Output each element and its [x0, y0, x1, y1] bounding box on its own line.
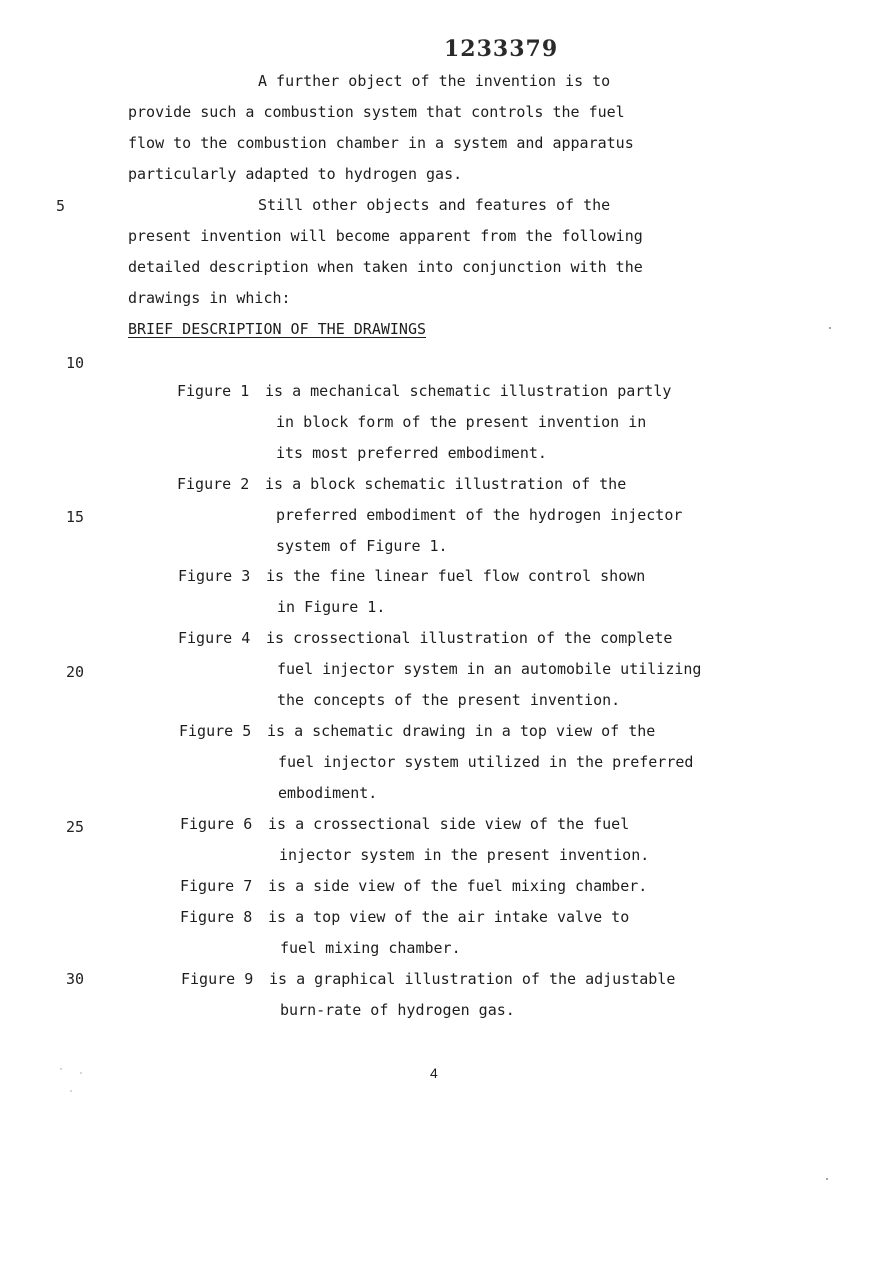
- figure-4-line-1: is crossectional illustration of the complete: [266, 629, 673, 647]
- figure-3-line-2: in Figure 1.: [277, 598, 386, 616]
- figure-9-label: Figure 9: [181, 970, 254, 988]
- paragraph-2-line-4: drawings in which:: [128, 289, 291, 307]
- margin-line-number-5: 5: [56, 197, 66, 215]
- figure-5-line-3: embodiment.: [278, 784, 378, 802]
- figure-7-label: Figure 7: [180, 877, 253, 895]
- margin-line-number-15: 15: [66, 508, 85, 526]
- figure-5-line-2: fuel injector system utilized in the preferred: [278, 753, 694, 771]
- figure-4-line-3: the concepts of the present invention.: [277, 691, 621, 709]
- figure-9-line-2: burn-rate of hydrogen gas.: [280, 1001, 515, 1019]
- scan-speck: [70, 1090, 72, 1092]
- page-number: 4: [430, 1065, 438, 1081]
- document-number: 1233379: [444, 36, 559, 62]
- paragraph-1-line-4: particularly adapted to hydrogen gas.: [128, 165, 463, 183]
- paragraph-1-line-2: provide such a combustion system that controls the fuel: [128, 103, 625, 121]
- figure-6-label: Figure 6: [180, 815, 253, 833]
- margin-line-number-20: 20: [66, 663, 85, 681]
- figure-5-label: Figure 5: [179, 722, 252, 740]
- figure-3-line-1: is the fine linear fuel flow control shown: [266, 567, 646, 585]
- figure-1-line-2: in block form of the present invention in: [276, 413, 647, 431]
- figure-2-line-3: system of Figure 1.: [276, 537, 448, 555]
- paragraph-1-line-3: flow to the combustion chamber in a system and apparatus: [128, 134, 634, 152]
- figure-8-line-2: fuel mixing chamber.: [280, 939, 461, 957]
- figure-2-line-1: is a block schematic illustration of the: [265, 475, 627, 493]
- figure-4-label: Figure 4: [178, 629, 251, 647]
- figure-9-line-1: is a graphical illustration of the adjustable: [269, 970, 676, 988]
- scan-speck: [829, 327, 831, 329]
- paragraph-2-line-3: detailed description when taken into conjunction with the: [128, 258, 643, 276]
- figure-8-label: Figure 8: [180, 908, 253, 926]
- figure-1-line-1: is a mechanical schematic illustration partly: [265, 382, 672, 400]
- figure-1-label: Figure 1: [177, 382, 250, 400]
- paragraph-2-line-2: present invention will become apparent from the following: [128, 227, 643, 245]
- paragraph-1-line-1: A further object of the invention is to: [258, 72, 611, 90]
- section-heading: BRIEF DESCRIPTION OF THE DRAWINGS: [128, 320, 427, 338]
- figure-5-line-1: is a schematic drawing in a top view of the: [267, 722, 656, 740]
- paragraph-2-line-1: Still other objects and features of the: [258, 196, 611, 214]
- figure-8-line-1: is a top view of the air intake valve to: [268, 908, 630, 926]
- figure-6-line-1: is a crossectional side view of the fuel: [268, 815, 630, 833]
- figure-7-line-1: is a side view of the fuel mixing chamber.: [268, 877, 648, 895]
- margin-line-number-30: 30: [66, 970, 85, 988]
- figure-2-line-2: preferred embodiment of the hydrogen injector: [276, 506, 683, 524]
- figure-4-line-2: fuel injector system in an automobile utilizing: [277, 660, 702, 678]
- scan-speck: [826, 1178, 828, 1180]
- margin-line-number-25: 25: [66, 818, 85, 836]
- margin-line-number-10: 10: [66, 354, 85, 372]
- figure-3-label: Figure 3: [178, 567, 251, 585]
- scan-speck: [60, 1068, 62, 1070]
- figure-1-line-3: its most preferred embodiment.: [276, 444, 547, 462]
- scan-speck: [80, 1072, 82, 1074]
- figure-2-label: Figure 2: [177, 475, 250, 493]
- figure-6-line-2: injector system in the present invention.: [279, 846, 650, 864]
